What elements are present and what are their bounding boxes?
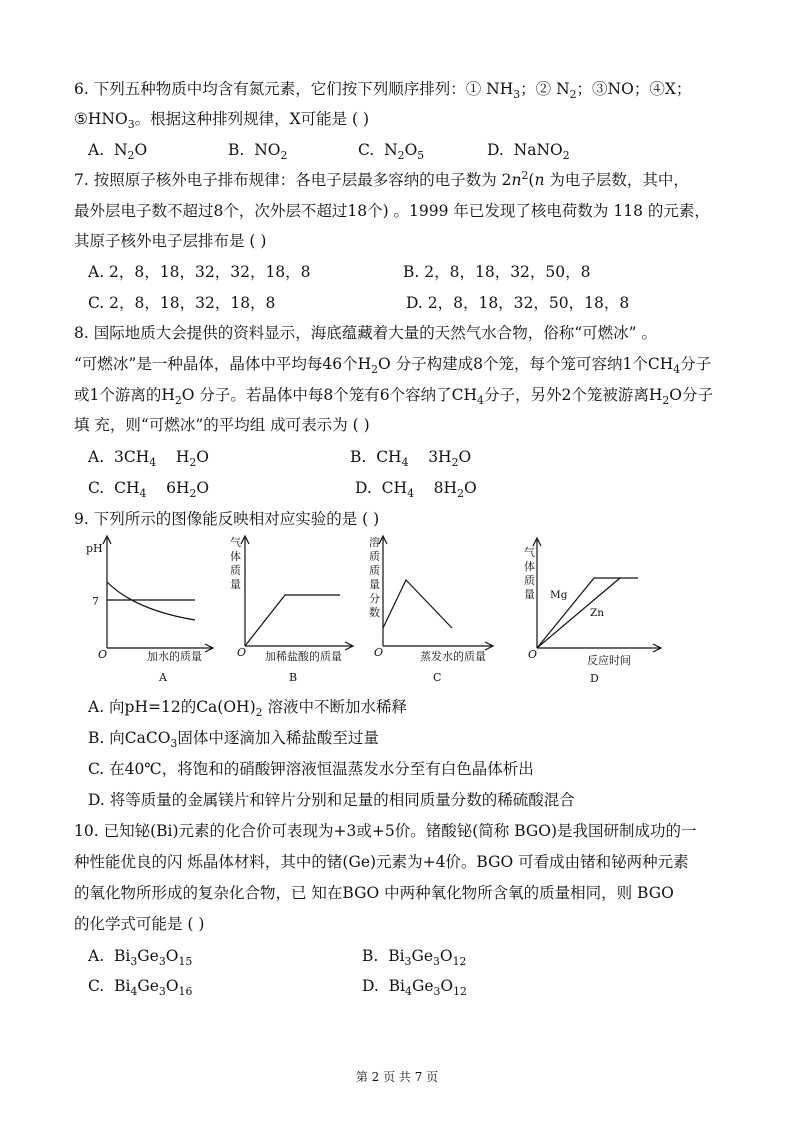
- svg-text:体: 体: [524, 560, 535, 573]
- svg-text:数: 数: [369, 606, 380, 619]
- svg-text:体: 体: [230, 550, 241, 563]
- q8-option-a: A. $3CH_4$ $H_2O$: [88, 448, 209, 470]
- q8-stem-line4: 填 充，则“可燃冰”的平均组 成可表示为 ( ): [74, 416, 370, 434]
- q9-option-a: A. 向pH=12的$Ca(OH)_2$ 溶液中不断加水稀释: [88, 698, 407, 720]
- graph-a-curve: [107, 582, 195, 620]
- q8-option-b: B. $CH_4$ $3H_2O$: [350, 448, 472, 470]
- q6-option-a: A. $N_2O$: [88, 141, 148, 163]
- svg-text:分: 分: [369, 592, 380, 605]
- svg-text:量: 量: [524, 588, 535, 601]
- q10-option-b: B. $Bi_3Ge_3O_{12}$: [362, 947, 467, 969]
- q8-option-c: C. $CH_4$ $6H_2O$: [88, 479, 210, 501]
- q10-option-c: C. $Bi_4Ge_3O_{16}$: [88, 977, 193, 999]
- q7-stem-line3: 其原子核外电子层排布是 ( ): [74, 232, 267, 250]
- graph-c-caption: C: [433, 671, 442, 684]
- q9-option-b: B. 向CaCO$_3$固体中逐滴加入稀盐酸至过量: [88, 729, 379, 751]
- graph-d-ylabel: [524, 545, 535, 601]
- q7-option-a: A. 2，8，18，32，32，18，8: [88, 263, 311, 281]
- graph-b-ylabel: [230, 535, 241, 591]
- graph-a-xlabel: 加水的质量: [147, 650, 202, 663]
- svg-text:质: 质: [524, 574, 535, 587]
- graph-c-origin: O: [374, 646, 384, 659]
- page-footer: 第 2 页 共 7 页: [355, 1070, 439, 1084]
- q8-stem-line3: 或1个游离的$H_2O$ 分子。若晶体中每8个笼有6个容纳了$CH_4$分子，另外2个笼被游离$H_2O$分子: [74, 386, 713, 408]
- q6-option-b: B. $NO_2$: [228, 141, 288, 163]
- q10-stem-line1: 10. 已知铋(Bi)元素的化合价可表现为+3或+5价。锗酸铋(简称 BGO)是我国研制成功的一: [74, 822, 697, 840]
- svg-text:量: 量: [369, 578, 380, 591]
- q8-stem-line2: “可燃冰”是一种晶体，晶体中平均每46个$H_2O$ 分子构建成8个笼，每个笼可容纳1个$CH_4$分子: [74, 355, 712, 377]
- q9-option-d: D. 将等质量的金属镁片和锌片分别和足量的相同质量分数的稀硫酸混合: [88, 791, 575, 809]
- q9-graphs: [80, 532, 720, 692]
- q7-option-b: B. 2，8，18，32，50，8: [403, 263, 591, 281]
- graph-c-xlabel: 蒸发水的质量: [420, 650, 486, 663]
- q10-option-a: A. $Bi_3Ge_3O_{15}$: [88, 947, 193, 969]
- svg-text:质: 质: [369, 564, 380, 577]
- graph-c-ylabel: [369, 535, 380, 619]
- graph-b-curve: [245, 595, 340, 646]
- graph-a: [103, 536, 213, 652]
- q6-option-c: C. $N_2O_5$: [358, 141, 425, 163]
- q7-stem-line2: 最外层电子数不超过8个，次外层不超过18个) 。1999 年已发现了核电荷数为 118 的元素，: [74, 202, 710, 220]
- graph-d-xlabel: 反应时间: [587, 654, 631, 667]
- q6-stem-line2: $⑤HNO_3$。根据这种排列规律，X可能是 ( ): [74, 110, 370, 132]
- graph-a-tick-7: 7: [92, 595, 99, 608]
- graph-b-caption: B: [289, 671, 298, 684]
- graph-d-zn-label: Zn: [590, 607, 605, 619]
- svg-text:气: 气: [524, 546, 535, 559]
- graph-b-xlabel: 加稀盐酸的质量: [265, 650, 342, 663]
- q8-option-d: D. $CH_4$ $8H_2O$: [355, 479, 477, 501]
- svg-text:气: 气: [230, 536, 241, 549]
- graph-d-mg-label: Mg: [550, 589, 568, 601]
- q7-stem-line1: 7. 按照原子核外电子排布规律：各电子层最多容纳的电子数为 $2n^2(n$ 为电子层数，其中，: [74, 168, 689, 189]
- q10-stem-line2: 种性能优良的闪 烁晶体材料，其中的锗(Ge)元素为+4价。BGO 可看成由锗和铋两种元素: [74, 853, 689, 871]
- svg-text:量: 量: [230, 578, 241, 591]
- graph-b-origin: O: [237, 646, 247, 659]
- graph-c: [379, 536, 493, 650]
- graph-c-curve: [383, 580, 452, 628]
- graph-d-origin: O: [528, 648, 538, 661]
- q8-stem-line1: 8. 国际地质大会提供的资料显示，海底蕴藏着大量的天然气水合物，俗称“可燃冰” 。: [74, 324, 657, 342]
- q10-option-d: D. $Bi_4Ge_3O_{12}$: [362, 977, 467, 999]
- graph-a-origin: O: [98, 648, 108, 661]
- svg-text:质: 质: [369, 550, 380, 563]
- q6-stem-line1: 6. 下列五种物质中均含有氮元素，它们按下列顺序排列：① $NH_3$；② $N_2$；③NO；④X；: [74, 80, 692, 102]
- q9-option-c: C. 在40℃，将饱和的硝酸钾溶液恒温蒸发水分至有白色晶体析出: [88, 760, 534, 778]
- graph-a-caption: A: [159, 671, 167, 684]
- svg-text:质: 质: [230, 564, 241, 577]
- q10-stem-line4: 的化学式可能是 ( ): [74, 915, 205, 933]
- q7-option-d: D. 2，8，18，32，50，18，8: [406, 294, 630, 312]
- graph-b: [241, 536, 353, 650]
- svg-text:溶: 溶: [369, 536, 380, 549]
- graph-a-ylabel: pH: [86, 542, 103, 555]
- graph-d-caption: D: [590, 672, 599, 685]
- q6-option-d: D. NaNO$_2$: [487, 141, 570, 163]
- q7-option-c: C. 2，8，18，32，18，8: [88, 294, 276, 312]
- q10-stem-line3: 的氧化物所形成的复杂化合物，已 知在BGO 中两种氧化物所含氧的质量相同，则 BGO: [74, 884, 674, 902]
- q9-stem: 9. 下列所示的图像能反映相对应实验的是 ( ): [74, 510, 380, 528]
